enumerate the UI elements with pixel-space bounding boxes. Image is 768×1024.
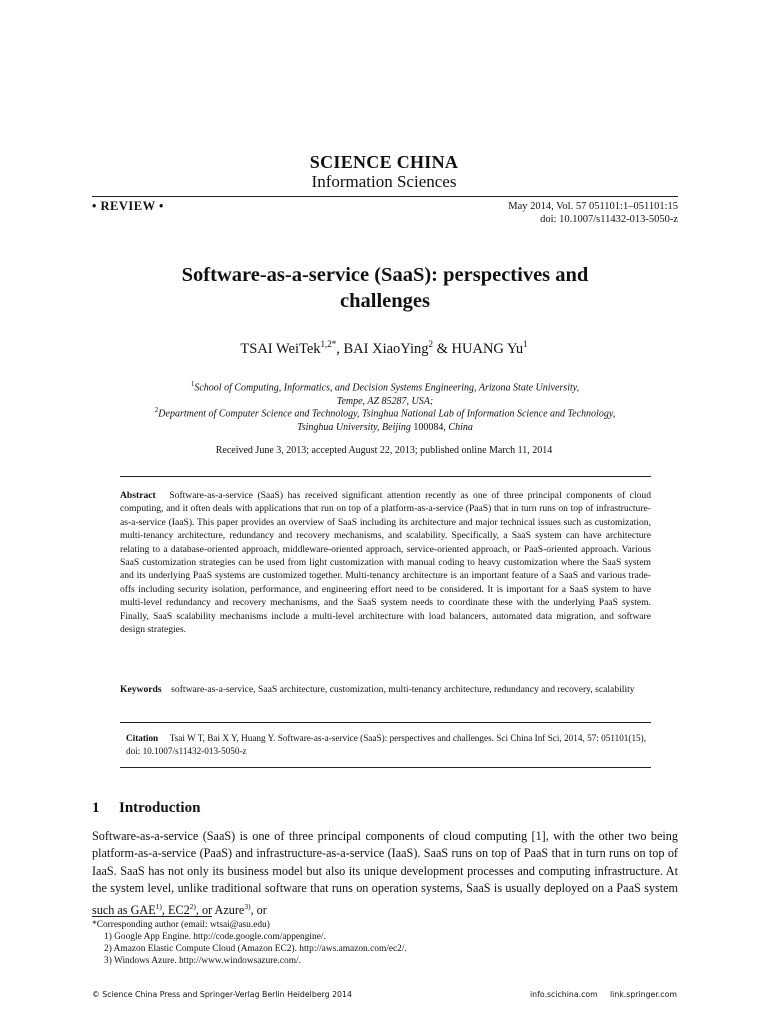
paragraph-text: GAE — [130, 902, 156, 917]
introduction-paragraph — [92, 828, 678, 919]
author-affiliation-mark: 1 — [523, 339, 528, 349]
keywords — [120, 683, 651, 696]
paragraph-text: Azure — [214, 902, 245, 917]
keywords-label: Keywords — [120, 684, 162, 695]
section-heading — [92, 800, 200, 817]
footnote: 3) Windows Azure. http://www.windowsazure.com/. — [104, 956, 301, 966]
author-list — [0, 339, 768, 358]
paragraph-text: Software-as-a-service (SaaS) is one of three principal components of cloud computing [1], with the other two being platform-as-a-service (PaaS) and infrastructure-as-a-service (IaaS). SaaS runs on top of PaaS that in turn runs on top of IaaS. SaaS has not only its business model but also its unique development processes and computing infrastructure. At the system level, unlike traditional software that runs on operation systems, SaaS is usually deployed on a PaaS system such as — [92, 829, 678, 917]
footnotes — [92, 919, 678, 967]
paragraph-text: , or — [250, 902, 267, 917]
header-rule — [92, 196, 678, 197]
affiliation-number: 2 — [154, 406, 159, 414]
footnote: 1) Google App Engine. http://code.google.com/appengine/. — [104, 932, 326, 942]
doi-line: doi: 10.1007/s11432-013-5050-z — [540, 214, 678, 225]
affiliation-text: Tsinghua University, Beijing — [297, 422, 414, 434]
author-name: HUANG Yu — [451, 340, 524, 357]
affiliation-text: , China — [443, 422, 473, 434]
abstract-top-rule — [120, 476, 651, 477]
footnote-ref[interactable]: 3) — [244, 901, 251, 911]
affiliation-text: School of Computing, Informatics, and Decision Systems Engineering, Arizona State University, — [194, 382, 580, 394]
copyright-notice: © Science China Press and Springer-Verlag Berlin Heidelberg 2014 — [92, 990, 352, 999]
author-separator: , — [336, 340, 344, 357]
author-affiliation-mark: 2 — [428, 339, 433, 349]
abstract — [120, 489, 651, 636]
citation-label: Citation — [126, 733, 159, 743]
affiliation-text: Tempe, AZ 85287, USA; — [336, 396, 434, 408]
article-type-label: • REVIEW • — [92, 199, 164, 213]
footer-link-scichina[interactable]: info.scichina.com — [530, 990, 598, 999]
publication-info: May 2014, Vol. 57 051101:1–051101:15 — [508, 201, 678, 212]
affiliation-2 — [92, 403, 678, 435]
paper-title-line1: Software-as-a-service (SaaS): perspectives and — [181, 264, 589, 286]
citation-text: Tsai W T, Bai X Y, Huang Y. Software-as-a-service (SaaS): perspectives and challenges. Sci China Inf Sci, 2014, 57: 051101(15), doi: 10.1007/s11432-013-5050-z — [126, 733, 646, 756]
paper-title — [100, 262, 670, 314]
paragraph-text: , — [161, 902, 168, 917]
author-separator: & — [433, 340, 452, 357]
footnote-rule — [92, 916, 212, 917]
footnote: 2) Amazon Elastic Compute Cloud (Amazon EC2). http://aws.amazon.com/ec2/. — [104, 944, 407, 954]
journal-name: SCIENCE CHINA — [309, 152, 459, 172]
abstract-label: Abstract — [120, 490, 156, 501]
author-name: TSAI WeiTek — [240, 340, 321, 357]
corresponding-author-note: *Corresponding author (email: wtsai@asu.edu) — [92, 920, 270, 930]
keywords-text: software-as-a-service, SaaS architecture, customization, multi-tenancy architecture, redundancy and recovery, scalability — [171, 684, 635, 695]
footer-link-springer[interactable]: link.springer.com — [610, 990, 677, 999]
paragraph-text: , or — [195, 902, 215, 917]
postal-code: 100084 — [413, 422, 444, 434]
abstract-text: Software-as-a-service (SaaS) has received significant attention recently as one of three principal components of cloud computing, and it often deals with applications that run on top of a platform-as-a-service (PaaS) that in turn runs on top of infrastructure-as-a-service (IaaS). This paper provides an overview of SaaS including its architecture and major technical issues such as customization, multi-tenancy architecture, redundancy and recovery mechanisms, and scalability. Specifically, a SaaS system can have architecture relating to a database-oriented approach, middleware-oriented approach, service-oriented approach, or PaaS-oriented approach. Various SaaS customization strategies can be used from light customization with manual coding to heavy customization where the SaaS system and its underlying PaaS systems are customized together. Multi-tenancy architecture is an important feature of a SaaS and various trade-offs including security isolation, performance, and engineering effort need to be considered. It is important for a SaaS system to have multi-level redundancy and recovery mechanisms, and the SaaS system needs to coordinate these with the underlying PaaS system. Finally, SaaS scalability mechanisms include a multi-level architecture with load balancers, automated data migration, and software design strategies. — [120, 490, 652, 636]
journal-subtitle: Information Sciences — [311, 172, 457, 191]
author-name: BAI XiaoYing — [343, 340, 429, 357]
affiliation-number: 1 — [190, 380, 195, 388]
footnote-ref[interactable]: 1) — [155, 901, 162, 911]
citation — [126, 732, 646, 758]
author-affiliation-mark: 1,2 — [320, 339, 332, 349]
received-dates: Received June 3, 2013; accepted August 22, 2013; published online March 11, 2014 — [215, 445, 553, 456]
corresponding-author-mark: * — [331, 339, 337, 349]
section-title: Introduction — [119, 800, 201, 816]
section-number: 1 — [92, 800, 100, 816]
paper-title-line2: challenges — [340, 290, 430, 312]
affiliation-text: Department of Computer Science and Technology, Tsinghua National Lab of Information Science and Technology, — [158, 408, 616, 420]
paragraph-text: EC2 — [168, 902, 190, 917]
footnote-ref[interactable]: 2) — [189, 901, 196, 911]
